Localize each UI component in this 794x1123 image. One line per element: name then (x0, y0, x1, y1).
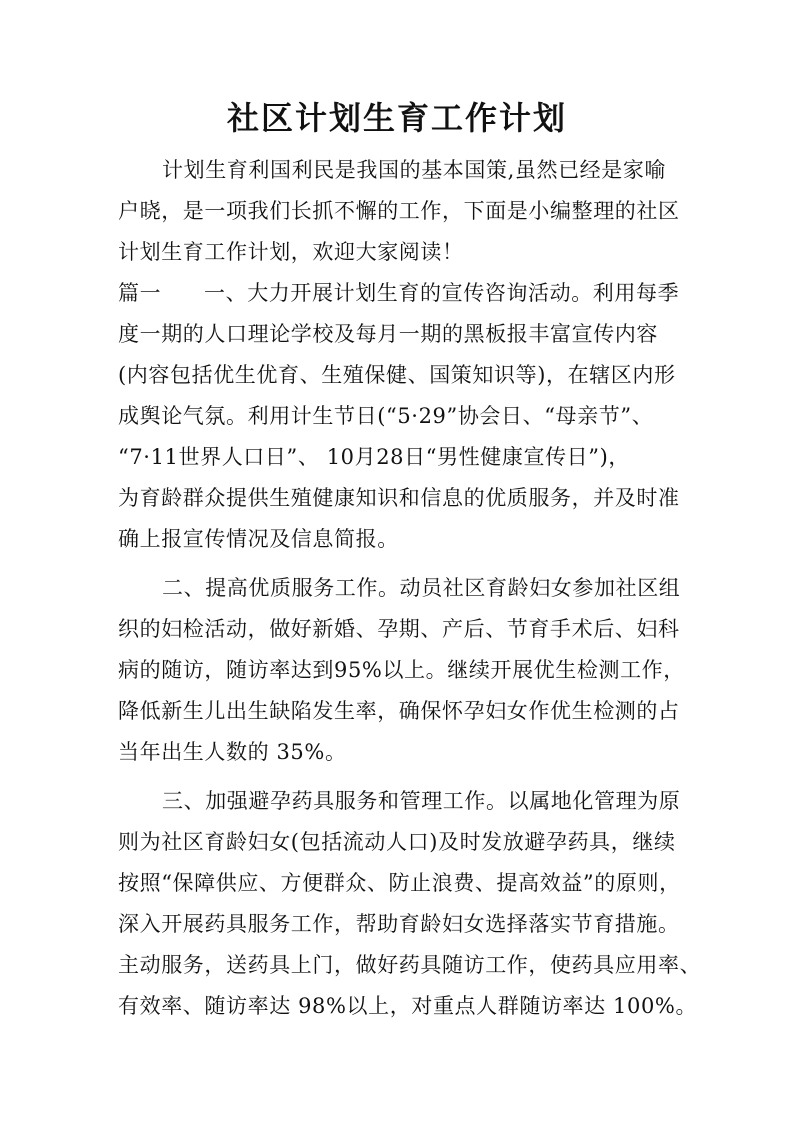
paragraph-gap (118, 560, 680, 568)
section-1-line: (内容包括优生优育、生殖保健、国策知识等)，在辖区内形 (118, 363, 676, 387)
section-2-line: 病的随访，随访率达到95%以上。继续开展优生检测工作， (118, 658, 685, 682)
section-3-line: 按照“保障供应、方便群众、防止浪费、提高效益”的原则， (118, 871, 681, 895)
section-1-line: 确上报宣传情况及信息简报。 (118, 527, 399, 551)
section-1-line: 一、大力开展计划生育的宣传咨询活动。利用每季 (204, 281, 680, 305)
section-2-line: 降低新生儿出生缺陷发生率，确保怀孕妇女作优生检测的占 (118, 699, 680, 723)
section-2-line: 织的妇检活动，做好新婚、孕期、产后、节育手术后、妇科 (118, 617, 680, 641)
intro-line: 户晓，是一项我们长抓不懈的工作，下面是小编整理的社区 (118, 199, 680, 223)
section-1-line: “7·11世界人口日”、 10月28日“男性健康宣传日”)， (118, 445, 631, 469)
paragraph-gap (118, 773, 680, 781)
section-3-line: 则为社区育龄妇女(包括流动人口)及时发放避孕药具，继续 (118, 830, 676, 854)
intro-line: 计划生育利国利民是我国的基本国策,虽然已经是家喻 (162, 158, 667, 182)
section-label: 篇一 (118, 281, 162, 305)
section-3-line: 三、加强避孕药具服务和管理工作。以属地化管理为原 (162, 789, 681, 813)
section-2-line: 二、提高优质服务工作。动员社区育龄妇女参加社区组 (162, 576, 681, 600)
section-1-line: 度一期的人口理论学校及每月一期的黑板报丰富宣传内容 (118, 322, 658, 346)
document-title: 社区计划生育工作计划 (226, 99, 567, 137)
section-3-line: 深入开展药具服务工作，帮助育龄妇女选择落实节育措施。 (118, 912, 680, 936)
intro-line: 计划生育工作计划，欢迎大家阅读！ (118, 240, 464, 264)
section-3-line: 主动服务，送药具上门，做好药具随访工作，使药具应用率、 (118, 953, 702, 977)
section-1-line: 成舆论气氛。利用计生节日(“5·29”协会日、“母亲节”、 (118, 404, 654, 428)
section-2-line: 当年出生人数的 35%。 (118, 740, 347, 764)
document-body (118, 150, 702, 1027)
section-1-first-line (118, 273, 680, 314)
section-1-line: 为育龄群众提供生殖健康知识和信息的优质服务，并及时准 (118, 486, 680, 510)
section-3-line: 有效率、随访率达 98%以上，对重点人群随访率达 100%。 (118, 994, 698, 1018)
